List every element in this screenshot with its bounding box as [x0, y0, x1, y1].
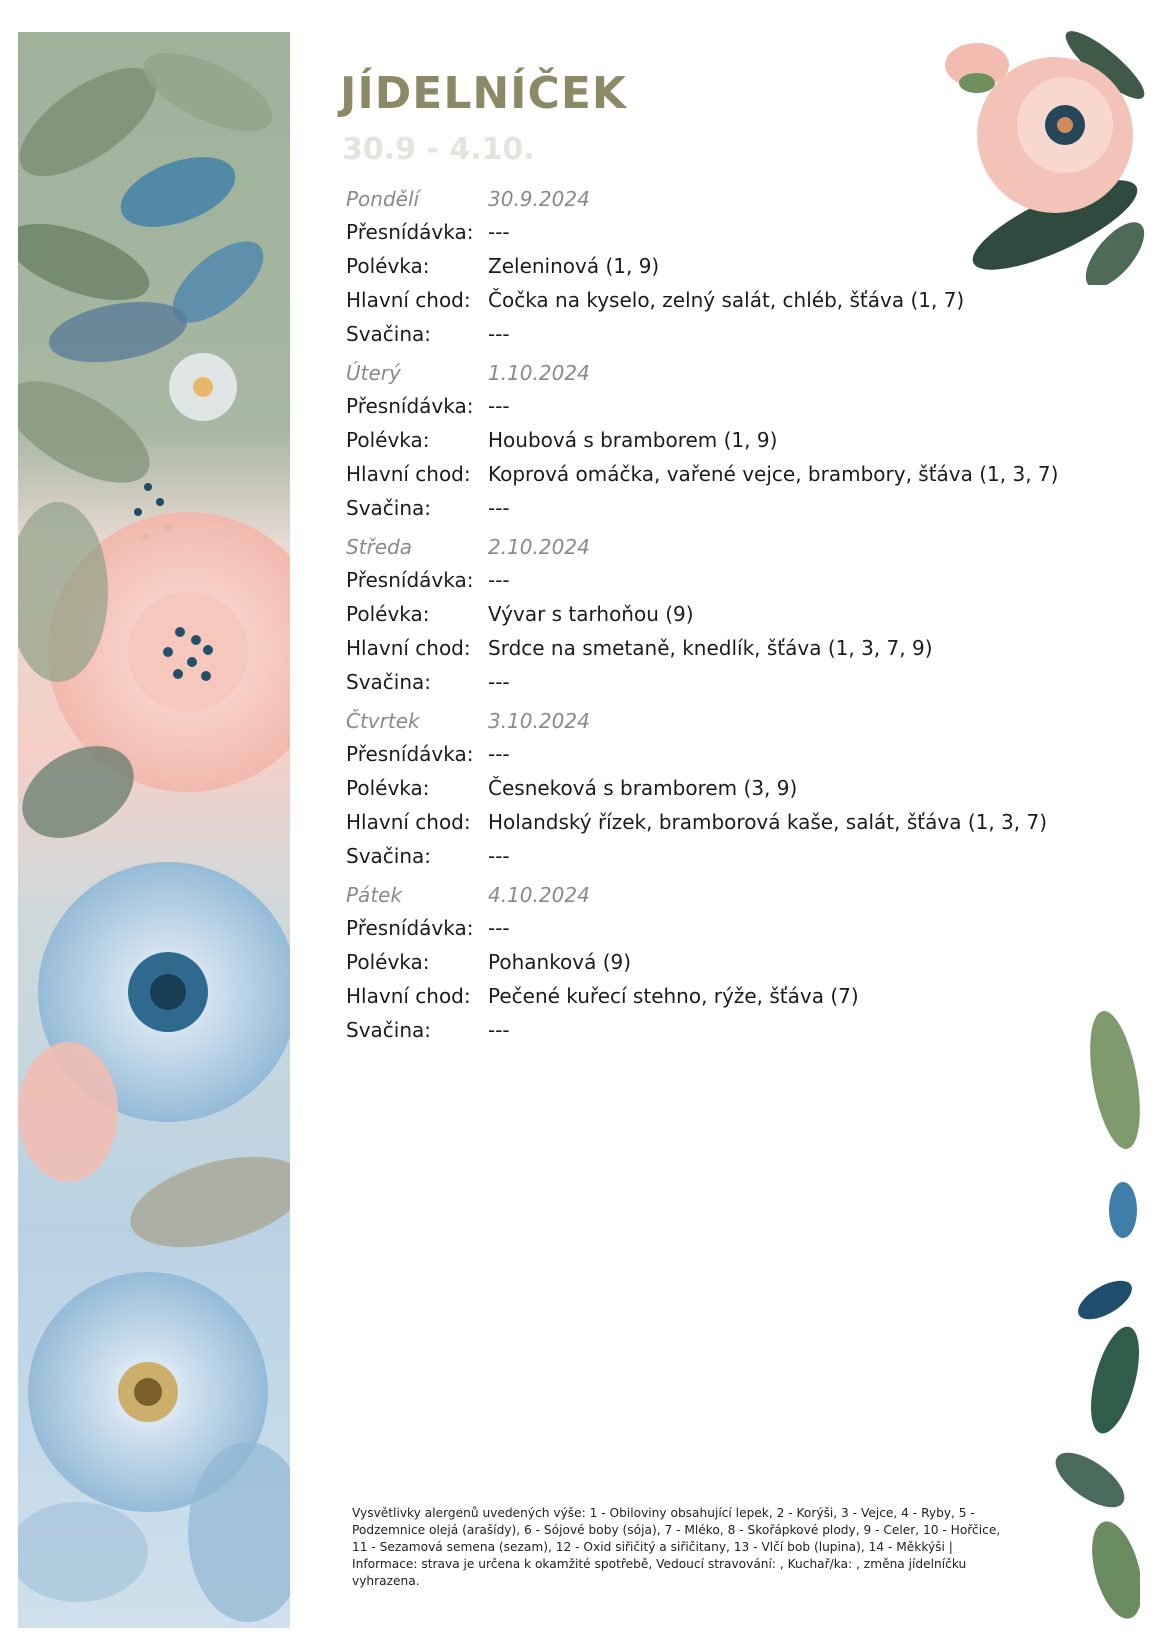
day-name: Úterý [346, 361, 401, 385]
day-header [346, 882, 1076, 909]
meal-row-snack [346, 321, 1076, 348]
meal-label: Polévka: [346, 428, 430, 452]
meal-label: Hlavní chod: [346, 462, 471, 486]
meal-label: Hlavní chod: [346, 984, 471, 1008]
leaf-branch-icon [1045, 1010, 1140, 1620]
meal-value: --- [488, 844, 510, 868]
floral-illustration [18, 32, 290, 1628]
meal-row-breakfast [346, 741, 1076, 768]
meal-value: Srdce na smetaně, knedlík, šťáva (1, 3, 7, 9) [488, 636, 933, 660]
day-section [346, 882, 1076, 1044]
weekly-menu [346, 186, 1076, 1056]
page-title: JÍDELNÍČEK [340, 68, 627, 119]
day-name: Čtvrtek [346, 709, 420, 733]
meal-label: Svačina: [346, 670, 432, 694]
day-header [346, 708, 1076, 735]
meal-value: --- [488, 916, 510, 940]
meal-label: Hlavní chod: [346, 636, 471, 660]
day-date: 30.9.2024 [488, 187, 590, 211]
meal-row-main [346, 461, 1076, 488]
meal-row-main [346, 983, 1076, 1010]
allergen-legend: Vysvětlivky alergenů uvedených výše: 1 - Obiloviny obsahující lepek, 2 - Korýši, 3 - Vejce, 4 - Ryby, 5 - Podzemnice olejá (arašídy), 6 - Sójové boby (sója), 7 - Mléko, 8 - Skořápkové plody, 9 - Celer, 10 - Hořčice, 11 - Sezamová semena (sezam), 12 - Oxid siřičitý a siřičitany, 13 - Vlčí bob (lupina), 14 - Měkkýši | Informace: strava je určena k okamžité spotřebě, Vedoucí stravování: , Kuchař/ka: , změna jídelníčku vyhrazena. [352, 1506, 1001, 1588]
meal-label: Přesnídávka: [346, 916, 474, 940]
floral-border-left [18, 32, 290, 1628]
week-range: 30.9 - 4.10. [342, 132, 535, 167]
meal-row-breakfast [346, 219, 1076, 246]
meal-value: Pečené kuřecí stehno, rýže, šťáva (7) [488, 984, 859, 1008]
meal-row-soup [346, 427, 1076, 454]
meal-row-snack [346, 1017, 1076, 1044]
meal-row-breakfast [346, 567, 1076, 594]
meal-row-breakfast [346, 915, 1076, 942]
day-header [346, 186, 1076, 213]
meal-value: --- [488, 568, 510, 592]
day-name: Středa [346, 535, 413, 559]
meal-label: Hlavní chod: [346, 810, 471, 834]
meal-value: Holandský řízek, bramborová kaše, salát, šťáva (1, 3, 7) [488, 810, 1048, 834]
meal-value: Česneková s bramborem (3, 9) [488, 776, 798, 800]
meal-value: Čočka na kyselo, zelný salát, chléb, šťáva (1, 7) [488, 288, 965, 312]
day-date: 3.10.2024 [488, 709, 590, 733]
day-header [346, 360, 1076, 387]
meal-row-soup [346, 775, 1076, 802]
day-date: 2.10.2024 [488, 535, 590, 559]
day-header [346, 534, 1076, 561]
day-section [346, 186, 1076, 348]
meal-value: --- [488, 670, 510, 694]
meal-label: Polévka: [346, 254, 430, 278]
meal-row-breakfast [346, 393, 1076, 420]
meal-value: Vývar s tarhoňou (9) [488, 602, 694, 626]
meal-value: Houbová s bramborem (1, 9) [488, 428, 778, 452]
meal-row-snack [346, 843, 1076, 870]
meal-label: Svačina: [346, 322, 432, 346]
meal-value: --- [488, 220, 510, 244]
meal-label: Svačina: [346, 844, 432, 868]
meal-label: Polévka: [346, 950, 430, 974]
meal-value: --- [488, 742, 510, 766]
meal-row-main [346, 287, 1076, 314]
day-date: 1.10.2024 [488, 361, 590, 385]
meal-row-soup [346, 253, 1076, 280]
meal-row-main [346, 635, 1076, 662]
meal-label: Přesnídávka: [346, 394, 474, 418]
day-section [346, 708, 1076, 870]
day-date: 4.10.2024 [488, 883, 590, 907]
meal-value: --- [488, 496, 510, 520]
meal-label: Svačina: [346, 1018, 432, 1042]
meal-label: Hlavní chod: [346, 288, 471, 312]
meal-value: --- [488, 394, 510, 418]
meal-value: --- [488, 322, 510, 346]
day-name: Pondělí [346, 187, 420, 211]
leaf-branch-right [1045, 1010, 1140, 1620]
meal-label: Přesnídávka: [346, 220, 474, 244]
meal-value: --- [488, 1018, 510, 1042]
day-section [346, 360, 1076, 522]
meal-label: Polévka: [346, 776, 430, 800]
meal-label: Svačina: [346, 496, 432, 520]
meal-value: Zeleninová (1, 9) [488, 254, 660, 278]
meal-value: Koprová omáčka, vařené vejce, brambory, šťáva (1, 3, 7) [488, 462, 1059, 486]
meal-label: Polévka: [346, 602, 430, 626]
meal-label: Přesnídávka: [346, 568, 474, 592]
meal-row-soup [346, 949, 1076, 976]
day-name: Pátek [346, 883, 403, 907]
meal-row-main [346, 809, 1076, 836]
meal-row-soup [346, 601, 1076, 628]
meal-value: Pohanková (9) [488, 950, 632, 974]
day-section [346, 534, 1076, 696]
meal-row-snack [346, 495, 1076, 522]
meal-label: Přesnídávka: [346, 742, 474, 766]
meal-row-snack [346, 669, 1076, 696]
